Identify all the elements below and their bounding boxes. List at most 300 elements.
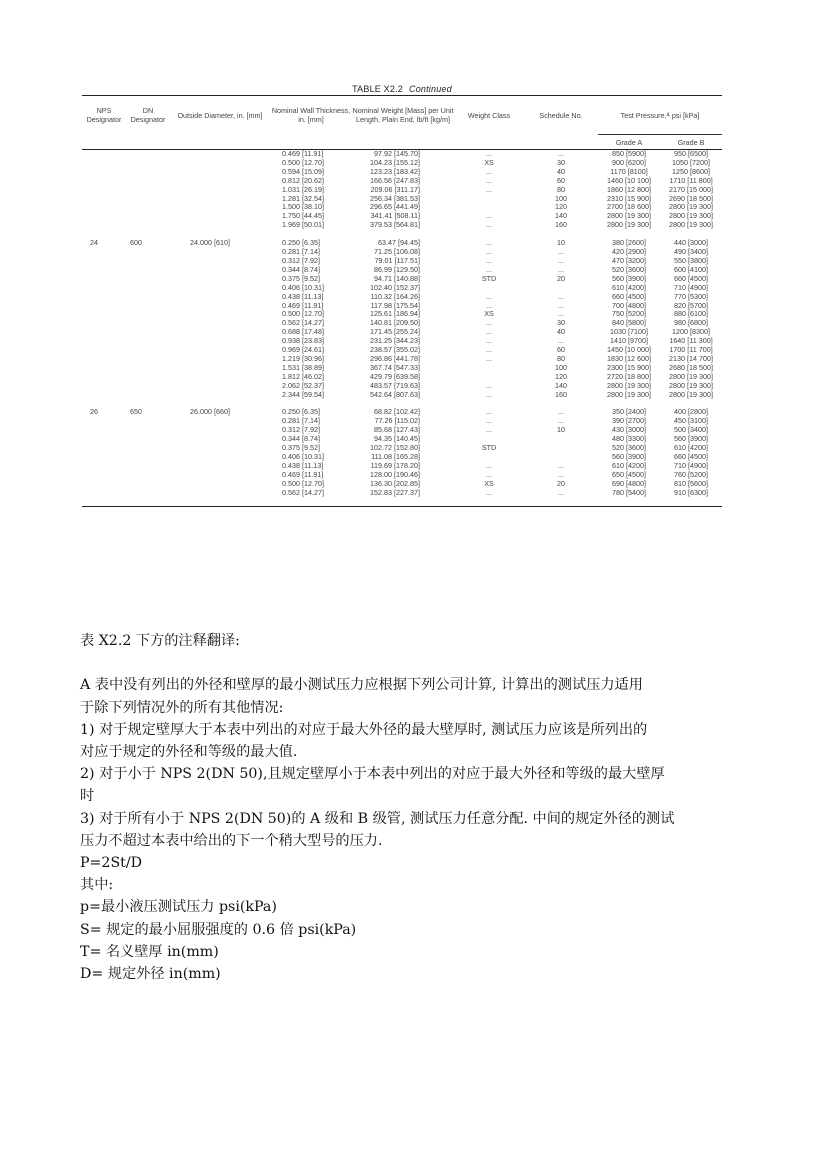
cell-grade-b: 440 [3000] — [674, 238, 708, 248]
cell-nominal-weight: 296.86 [441.78] — [370, 353, 420, 363]
cell-schedule: 80 — [557, 184, 565, 194]
cell-wall-thickness: 1.219 [30.96] — [282, 353, 324, 363]
cell-dn — [126, 435, 170, 444]
cell-wall-thickness: 2.062 [52.37] — [282, 380, 324, 390]
cell-dn — [126, 346, 170, 355]
cell-wall-thickness: 1.031 [26.19] — [282, 184, 324, 194]
cell-dn — [126, 266, 170, 275]
cell-schedule: ... — [558, 487, 564, 497]
cell-nominal-weight: 140.81 [209.50] — [370, 318, 420, 328]
cell-grade-b: 2800 [19 300] — [669, 220, 713, 230]
table-x2-2 — [82, 83, 722, 507]
cell-nps — [82, 444, 126, 453]
cell-grade-b: 1200 [8300] — [672, 327, 710, 337]
cell-od — [170, 266, 270, 275]
cell-dn — [126, 364, 170, 373]
cell-nps — [82, 150, 126, 159]
cell-schedule: ... — [558, 247, 564, 257]
cell-nominal-weight: 128.00 [190.46] — [370, 469, 420, 479]
notes-line: 2) 对于小于 NPS 2(DN 50),且规定壁厚小于本表中列出的对应于最大外径和等级的最大壁厚 — [80, 766, 665, 783]
cell-grade-b: 550 [3800] — [674, 255, 708, 265]
cell-nominal-weight: 94.71 [140.88] — [374, 273, 420, 283]
cell-dn — [126, 159, 170, 168]
cell-wall-thickness: 1.812 [46.02] — [282, 371, 324, 381]
cell-weight-class: ... — [486, 318, 492, 328]
cell-od — [170, 248, 270, 257]
cell-weight-class: ... — [486, 407, 492, 417]
cell-nps — [82, 471, 126, 480]
cell-weight-class: ... — [486, 149, 492, 158]
cell-grade-b: 880 [6100] — [674, 309, 708, 319]
cell-nominal-weight: 171.45 [255.24] — [370, 327, 420, 337]
cell-schedule: ... — [558, 460, 564, 470]
cell-grade-b: 1250 [8600] — [672, 166, 710, 176]
cell-weight-class: ... — [486, 345, 492, 355]
cell-weight-class — [454, 364, 524, 373]
cell-schedule: 40 — [557, 327, 565, 337]
cell-dn: 650 — [130, 407, 142, 417]
cell-nps — [82, 373, 126, 382]
cell-nps — [82, 293, 126, 302]
cell-grade-a: 750 [5200] — [612, 309, 646, 319]
cell-weight-class: ... — [486, 300, 492, 310]
cell-weight-class: ... — [486, 291, 492, 301]
cell-grade-a: 470 [3200] — [612, 255, 646, 265]
cell-nominal-weight: 123.23 [183.42] — [370, 166, 420, 176]
cell-weight-class: ... — [486, 175, 492, 185]
cell-grade-a: 650 [4500] — [612, 469, 646, 479]
cell-schedule: 140 — [555, 211, 567, 221]
cell-nominal-weight: 63.47 [94.45] — [378, 238, 420, 248]
cell-nps — [82, 489, 126, 498]
cell-nps — [82, 257, 126, 266]
cell-od — [170, 159, 270, 168]
cell-od — [170, 150, 270, 159]
cell-dn — [126, 212, 170, 221]
cell-wall-thickness: 0.500 [12.70] — [282, 478, 324, 488]
cell-grade-b: 2690 [18 500] — [669, 193, 713, 203]
cell-dn — [126, 284, 170, 293]
cell-od — [170, 444, 270, 453]
cell-nominal-weight: 152.83 [227.37] — [370, 487, 420, 497]
notes-line: D= 规定外径 in(mm) — [80, 966, 221, 983]
notes-line: P=2St/D — [80, 855, 143, 872]
cell-nominal-weight: 209.06 [311.17] — [370, 184, 420, 194]
cell-weight-class: ... — [486, 327, 492, 337]
cell-grade-b: 500 [3400] — [674, 425, 708, 435]
header-schedule: Schedule No. — [524, 96, 598, 135]
cell-nps — [82, 284, 126, 293]
cell-grade-a: 390 [2700] — [612, 416, 646, 426]
cell-grade-b: 950 [6500] — [674, 149, 708, 158]
cell-nominal-weight: 379.53 [564.81] — [370, 220, 420, 230]
cell-weight-class: ... — [486, 469, 492, 479]
cell-grade-b: 810 [5600] — [674, 478, 708, 488]
cell-nps — [82, 426, 126, 435]
table-title-text: TABLE X2.2 — [352, 84, 403, 94]
cell-nps: 26 — [90, 407, 98, 417]
cell-schedule: 60 — [557, 175, 565, 185]
cell-wall-thickness: 0.250 [6.35] — [282, 407, 320, 417]
cell-nps — [82, 159, 126, 168]
cell-nps — [82, 248, 126, 257]
cell-schedule: 120 — [555, 371, 567, 381]
cell-grade-a: 1460 [10 100] — [607, 175, 651, 185]
cell-schedule: ... — [558, 416, 564, 426]
cell-weight-class: ... — [486, 353, 492, 363]
cell-nominal-weight: 119.69 [178.20] — [370, 460, 420, 470]
cell-grade-a: 1830 [12 600] — [607, 353, 651, 363]
cell-od — [170, 203, 270, 212]
table-row — [82, 489, 722, 498]
cell-schedule: 140 — [555, 380, 567, 390]
cell-wall-thickness: 0.344 [8.74] — [282, 264, 320, 274]
cell-grade-b: 770 [5300] — [674, 291, 708, 301]
cell-od — [170, 302, 270, 311]
cell-schedule: 100 — [555, 193, 567, 203]
header-dn: DN Designator — [126, 96, 170, 135]
cell-dn — [126, 203, 170, 212]
cell-dn — [126, 319, 170, 328]
cell-nps — [82, 391, 126, 400]
table-bottom-rule — [82, 498, 722, 507]
cell-nominal-weight: 296.65 [441.49] — [370, 202, 420, 212]
cell-grade-a: 1860 [12 800] — [607, 184, 651, 194]
cell-dn — [126, 444, 170, 453]
cell-nps — [82, 319, 126, 328]
cell-nominal-weight: 238.57 [355.02] — [370, 345, 420, 355]
cell-nominal-weight: 110.32 [164.26] — [370, 291, 420, 301]
cell-wall-thickness: 0.281 [7.14] — [282, 247, 320, 257]
cell-weight-class: ... — [486, 166, 492, 176]
cell-grade-b: 1050 [7200] — [672, 157, 710, 167]
cell-grade-a: 2800 [19 300] — [607, 220, 651, 230]
cell-nominal-weight: 97.92 [145.70] — [374, 149, 420, 158]
cell-grade-b: 490 [3400] — [674, 247, 708, 257]
notes-line: 3) 对于所有小于 NPS 2(DN 50)的 A 级和 B 级管, 测试压力任意分配. 中间的规定外径的测试 — [80, 810, 675, 827]
cell-weight-class: ... — [486, 255, 492, 265]
cell-nominal-weight: 111.08 [165.28] — [371, 452, 420, 461]
cell-grade-b: 910 [6300] — [674, 487, 708, 497]
cell-dn — [126, 310, 170, 319]
cell-schedule: ... — [558, 300, 564, 310]
cell-nps — [82, 355, 126, 364]
cell-wall-thickness: 0.312 [7.92] — [282, 425, 320, 435]
cell-grade-a: 420 [2900] — [612, 247, 646, 257]
cell-od — [170, 275, 270, 284]
cell-schedule: 20 — [557, 478, 565, 488]
header-od: Outside Diameter, in. [mm] — [170, 96, 270, 135]
notes-lines — [80, 674, 750, 985]
cell-schedule: ... — [558, 469, 564, 479]
cell-wall-thickness: 0.500 [12.70] — [282, 157, 324, 167]
cell-grade-b: 1710 [11 800] — [669, 175, 713, 185]
cell-dn — [126, 489, 170, 498]
header-weight-class: Weight Class — [454, 96, 524, 135]
cell-weight-class: ... — [486, 487, 492, 497]
cell-wall-thickness: 0.969 [24.61] — [282, 345, 324, 355]
cell-od — [170, 177, 270, 186]
cell-grade-a: 350 [2400] — [612, 407, 646, 417]
cell-wall-thickness: 0.312 [7.92] — [282, 255, 320, 265]
cell-grade-a: 660 [4500] — [612, 291, 646, 301]
table-title — [82, 83, 722, 95]
table-row — [82, 391, 722, 400]
cell-od: 26.000 [660] — [190, 407, 230, 417]
cell-dn — [126, 257, 170, 266]
cell-od — [170, 489, 270, 498]
table-title-suffix: Continued — [409, 84, 452, 94]
cell-grade-a: 2700 [18 600] — [607, 202, 651, 212]
cell-weight-class: ... — [486, 460, 492, 470]
cell-dn — [126, 462, 170, 471]
cell-grade-b: 820 [5700] — [674, 300, 708, 310]
cell-od — [170, 195, 270, 204]
cell-schedule: 30 — [557, 157, 565, 167]
cell-grade-a: 700 [4800] — [612, 300, 646, 310]
cell-schedule — [524, 435, 598, 444]
cell-schedule: 40 — [557, 166, 565, 176]
cell-weight-class: ... — [486, 425, 492, 435]
cell-grade-b: 2130 [14 700] — [669, 353, 713, 363]
cell-od — [170, 310, 270, 319]
cell-grade-a: 900 [6200] — [612, 157, 646, 167]
cell-grade-b: 710 [4900] — [674, 460, 708, 470]
cell-grade-b: 1700 [11 700] — [669, 345, 713, 355]
cell-nominal-weight: 86.99 [129.50] — [374, 264, 420, 274]
cell-dn — [126, 417, 170, 426]
cell-nominal-weight: 102.72 [152.80] — [370, 443, 420, 453]
cell-grade-b: 660 [4500] — [674, 452, 708, 461]
cell-weight-class: ... — [486, 211, 492, 221]
notes-line: 1) 对于规定壁厚大于本表中列出的对应于最大外径的最大壁厚时, 测试压力应该是所列出的 — [80, 721, 648, 738]
cell-wall-thickness: 1.500 [38.10] — [282, 202, 324, 212]
header-wall: Nominal Wall Thickness, in. [mm] — [270, 96, 352, 135]
cell-grade-b: 610 [4200] — [674, 443, 708, 453]
cell-schedule: 20 — [557, 273, 565, 283]
cell-dn — [126, 426, 170, 435]
cell-od — [170, 284, 270, 293]
cell-od — [170, 471, 270, 480]
cell-grade-a: 380 [2600] — [612, 238, 646, 248]
cell-grade-b: 400 [2800] — [674, 407, 708, 417]
cell-dn: 600 — [130, 238, 142, 248]
cell-dn — [126, 471, 170, 480]
cell-dn — [126, 248, 170, 257]
cell-nps — [82, 346, 126, 355]
notes-line: A 表中没有列出的外径和壁厚的最小测试压力应根据下列公司计算, 计算出的测试压力适用 — [80, 677, 643, 694]
cell-schedule: ... — [558, 264, 564, 274]
header-weight: Nominal Weight [Mass] per Unit Length, Plain End, lb/ft [kg/m] — [352, 96, 454, 135]
notes-line: 于除下列情况外的所有其他情况: — [80, 699, 284, 716]
cell-schedule: ... — [558, 255, 564, 265]
cell-od — [170, 382, 270, 391]
cell-od — [170, 337, 270, 346]
cell-od — [170, 346, 270, 355]
cell-weight-class: ... — [486, 184, 492, 194]
cell-wall-thickness: 0.344 [8.74] — [282, 434, 320, 444]
notes-line: p=最小液压测试压力 psi(kPa) — [80, 899, 277, 916]
cell-grade-a: 840 [5800] — [612, 318, 646, 328]
cell-schedule: 160 — [555, 389, 567, 399]
cell-dn — [126, 453, 170, 462]
cell-nominal-weight: 367.74 [547.33] — [370, 362, 420, 372]
cell-nominal-weight: 77.26 [115.02] — [374, 416, 420, 426]
cell-nominal-weight: 136.30 [202.85] — [370, 478, 420, 488]
cell-grade-b: 660 [4500] — [674, 273, 708, 283]
cell-wall-thickness: 0.438 [11.13] — [282, 460, 324, 470]
header-grade-b: Grade B — [660, 135, 722, 150]
cell-grade-a: 2800 [19 300] — [607, 389, 651, 399]
cell-wall-thickness: 0.438 [11.13] — [282, 291, 324, 301]
cell-od — [170, 355, 270, 364]
cell-schedule: 60 — [557, 345, 565, 355]
cell-nominal-weight: 429.79 [639.58] — [370, 371, 420, 381]
cell-wall-thickness: 1.531 [38.89] — [282, 362, 324, 372]
cell-weight-class: XS — [484, 478, 494, 488]
cell-weight-class: STD — [481, 273, 497, 283]
cell-weight-class: ... — [486, 416, 492, 426]
cell-grade-b: 2170 [15 000] — [669, 184, 713, 194]
cell-grade-a: 520 [3600] — [612, 264, 646, 274]
cell-dn — [126, 168, 170, 177]
notes-line: S= 规定的最小屈服强度的 0.6 倍 psi(kPa) — [80, 921, 357, 938]
cell-grade-a: 2800 [19 300] — [607, 380, 651, 390]
cell-wall-thickness: 0.500 [12.70] — [282, 309, 324, 319]
cell-grade-b: 2800 [19 300] — [669, 389, 713, 399]
cell-grade-a: 560 [3900] — [612, 273, 646, 283]
cell-grade-b: 2680 [18 500] — [669, 362, 713, 372]
cell-nominal-weight: 79.01 [117.51] — [374, 255, 420, 265]
cell-dn — [126, 293, 170, 302]
cell-dn — [126, 195, 170, 204]
cell-nps — [82, 337, 126, 346]
cell-dn — [126, 355, 170, 364]
cell-weight-class — [454, 195, 524, 204]
cell-schedule: 100 — [555, 362, 567, 372]
cell-nominal-weight: 117.98 [175.54] — [370, 300, 420, 310]
cell-grade-a: 1450 [10 000] — [607, 345, 651, 355]
cell-grade-a: 610 [4200] — [612, 460, 646, 470]
cell-grade-b: 980 [6800] — [674, 318, 708, 328]
cell-wall-thickness: 0.938 [23.83] — [282, 336, 324, 346]
notes-line: T= 名义壁厚 in(mm) — [80, 943, 219, 960]
cell-nominal-weight: 231.25 [344.23] — [370, 336, 420, 346]
cell-grade-b: 600 [4100] — [674, 264, 708, 274]
cell-nominal-weight: 341.41 [508.11] — [370, 211, 420, 221]
cell-grade-a: 1410 [9700] — [610, 336, 648, 346]
cell-nps — [82, 275, 126, 284]
cell-od — [170, 364, 270, 373]
cell-wall-thickness: 0.250 [6.35] — [282, 238, 320, 248]
header-nps: NPS Designator — [82, 96, 126, 135]
cell-nominal-weight: 102.40 [152.37] — [370, 282, 420, 292]
cell-nominal-weight: 68.82 [102.42] — [374, 407, 420, 417]
header-test-pressure: Test Pressure,ᴬ psi [kPa] — [598, 96, 722, 135]
cell-wall-thickness: 0.562 [14.27] — [282, 487, 324, 497]
cell-od — [170, 426, 270, 435]
cell-grade-b: 1640 [11 300] — [669, 336, 713, 346]
cell-schedule: 10 — [557, 238, 565, 248]
cell-wall-thickness: 1.281 [32.54] — [282, 193, 324, 203]
cell-nps — [82, 168, 126, 177]
cell-grade-a: 2800 [19 300] — [607, 211, 651, 221]
cell-dn — [126, 150, 170, 159]
cell-grade-a: 690 [4800] — [612, 478, 646, 488]
cell-od — [170, 319, 270, 328]
cell-dn — [126, 337, 170, 346]
cell-dn — [126, 391, 170, 400]
cell-grade-b: 2800 [19 300] — [669, 380, 713, 390]
cell-dn — [126, 177, 170, 186]
cell-wall-thickness: 0.562 [14.27] — [282, 318, 324, 328]
pressure-table — [82, 95, 722, 498]
cell-nps — [82, 480, 126, 489]
cell-nps — [82, 221, 126, 230]
notes-line: 其中: — [80, 877, 114, 894]
cell-wall-thickness: 0.469 [11.91] — [282, 300, 324, 310]
cell-od — [170, 257, 270, 266]
cell-grade-b: 2800 [19 300] — [669, 371, 713, 381]
cell-grade-a: 780 [5400] — [612, 487, 646, 497]
cell-nps — [82, 417, 126, 426]
notes-line: 对应于规定的外径和等级的最大值. — [80, 744, 298, 760]
cell-nps — [82, 266, 126, 275]
cell-nominal-weight: 256.34 [381.53] — [370, 193, 420, 203]
cell-od — [170, 168, 270, 177]
cell-wall-thickness: 2.344 [59.54] — [282, 389, 324, 399]
cell-dn — [126, 328, 170, 337]
cell-schedule: 10 — [557, 425, 565, 435]
cell-nps — [82, 328, 126, 337]
cell-grade-b: 450 [3100] — [674, 416, 708, 426]
cell-grade-a: 480 [3300] — [612, 434, 646, 444]
cell-grade-a: 1170 [8100] — [610, 166, 648, 176]
cell-schedule: ... — [558, 336, 564, 346]
header-grade-a: Grade A — [598, 135, 660, 150]
cell-od — [170, 373, 270, 382]
cell-grade-b: 760 [5200] — [674, 469, 708, 479]
cell-wall-thickness: 0.406 [10.31] — [282, 452, 324, 461]
cell-dn — [126, 275, 170, 284]
cell-grade-b: 560 [3900] — [674, 434, 708, 444]
cell-grade-a: 610 [4200] — [612, 282, 646, 292]
cell-grade-a: 850 [5900] — [612, 149, 646, 158]
cell-dn — [126, 302, 170, 311]
cell-dn — [126, 221, 170, 230]
cell-weight-class: ... — [486, 264, 492, 274]
cell-od: 24.000 [610] — [190, 238, 230, 248]
cell-weight-class: ... — [486, 247, 492, 257]
table-body — [82, 150, 722, 498]
cell-weight-class: ... — [486, 380, 492, 390]
cell-weight-class: XS — [484, 309, 494, 319]
cell-wall-thickness: 0.406 [10.31] — [282, 282, 324, 292]
notes-heading: 表 X2.2 下方的注释翻译: — [80, 633, 240, 649]
cell-od — [170, 480, 270, 489]
cell-nps — [82, 203, 126, 212]
cell-schedule — [524, 444, 598, 453]
cell-grade-a: 430 [3000] — [612, 425, 646, 435]
cell-od — [170, 212, 270, 221]
cell-dn — [126, 186, 170, 195]
cell-wall-thickness: 0.375 [9.52] — [282, 273, 320, 283]
cell-grade-a: 520 [3600] — [612, 443, 646, 453]
cell-wall-thickness: 0.469 [11.91] — [282, 149, 324, 158]
cell-schedule: 30 — [557, 318, 565, 328]
cell-schedule: ... — [558, 407, 564, 417]
cell-nominal-weight: 104.23 [155.12] — [370, 157, 420, 167]
